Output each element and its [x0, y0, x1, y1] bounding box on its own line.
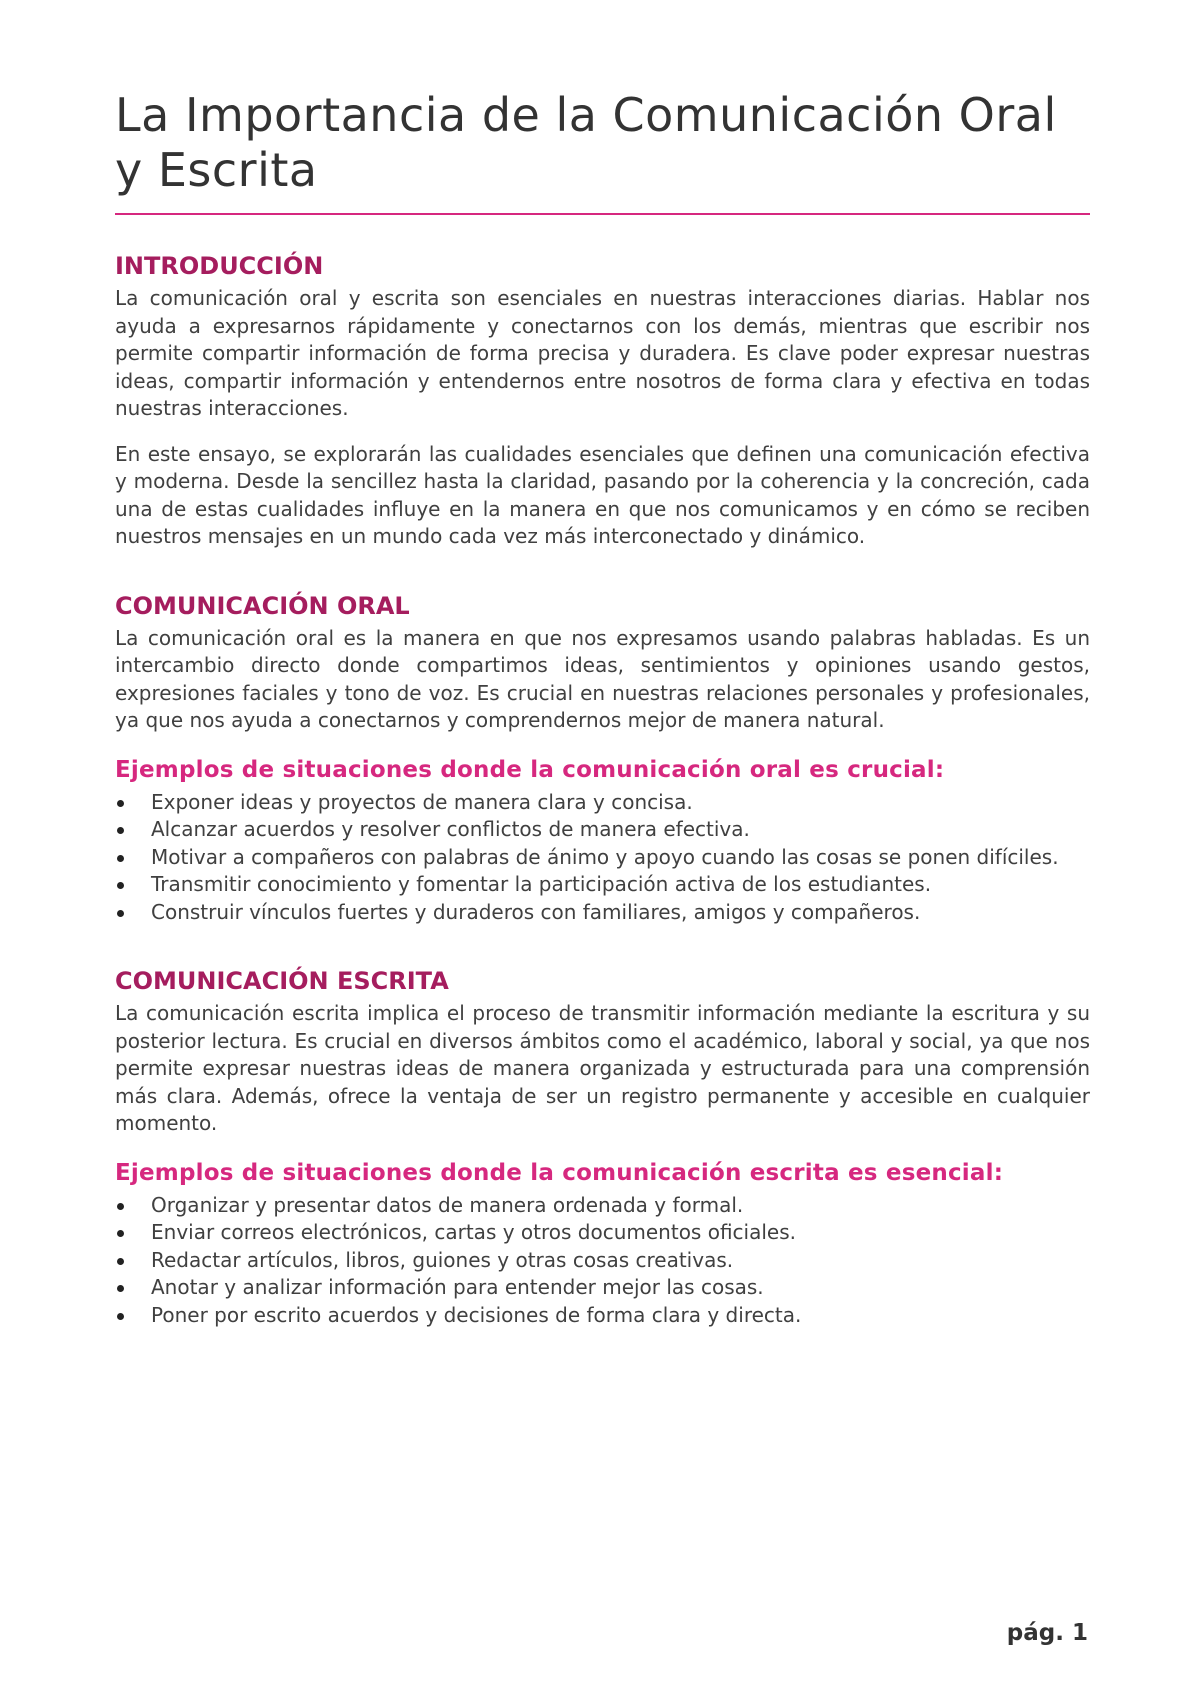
list-item	[115, 1274, 1090, 1302]
list-item	[115, 1192, 1090, 1220]
bullet-icon	[117, 827, 124, 834]
list-item-text: Anotar y analizar información para entender mejor las cosas.	[151, 1275, 764, 1299]
list-item-text: Poner por escrito acuerdos y decisiones de forma clara y directa.	[151, 1302, 802, 1327]
bullet-icon	[117, 800, 124, 807]
section-heading-comunicacion-oral: COMUNICACIÓN ORAL	[115, 591, 410, 620]
list-item-text: Enviar correos electrónicos, cartas y otros documentos oficiales.	[151, 1220, 796, 1244]
list-item	[115, 1302, 1090, 1330]
page-number: pág. 1	[1006, 1620, 1088, 1646]
list-item-text: Transmitir conocimiento y fomentar la participación activa de los estudiantes.	[151, 872, 932, 896]
page-title: La Importancia de la Comunicación Oral y Escrita	[115, 88, 1090, 215]
intro-paragraph-2: En este ensayo, se explorarán las cualidades esenciales que definen una comunicación efectiva y moderna. Desde la sencillez hasta la claridad, pasando por la coherencia y la concreción, cada una de estas cualidades influye en la manera en que nos comunicamos y en cómo se reciben nuestros mensajes en un mundo cada vez más interconectado y dinámico.	[115, 441, 1090, 548]
list-item-text: Alcanzar acuerdos y resolver conflictos de manera efectiva.	[151, 817, 750, 841]
bullet-icon	[117, 910, 124, 917]
bullet-icon	[117, 882, 124, 889]
list-item-text: Organizar y presentar datos de manera ordenada y formal.	[151, 1192, 744, 1217]
list-item	[115, 1247, 1090, 1275]
list-item-text: Redactar artículos, libros, guiones y otras cosas creativas.	[151, 1247, 734, 1272]
bullet-icon	[117, 1258, 124, 1265]
intro-paragraph-1: La comunicación oral y escrita son esenciales en nuestras interacciones diarias. Hablar nos ayuda a expresarnos rápidamente y conectarnos con los demás, mientras que escribir nos permite compartir información de forma precisa y duradera. Es clave poder expresar nuestras ideas, compartir información y entendernos entre nosotros de forma clara y efectiva en todas nuestras interacciones.	[115, 286, 1090, 420]
bullet-icon	[117, 1285, 124, 1292]
list-item	[115, 789, 1090, 817]
written-examples-list	[115, 1192, 1090, 1330]
oral-examples-list	[115, 789, 1090, 927]
list-item	[115, 871, 1090, 899]
section-heading-introduccion: INTRODUCCIÓN	[115, 252, 324, 280]
oral-examples-heading: Ejemplos de situaciones donde la comunicación oral es crucial:	[115, 756, 945, 783]
list-item	[115, 899, 1090, 927]
list-item	[115, 844, 1090, 872]
list-item-text: Motivar a compañeros con palabras de ánimo y apoyo cuando las cosas se ponen difíciles.	[151, 844, 1059, 869]
list-item-text: Construir vínculos fuertes y duraderos con familiares, amigos y compañeros.	[151, 899, 921, 924]
bullet-icon	[117, 1313, 124, 1320]
bullet-icon	[117, 1203, 124, 1210]
list-item	[115, 1219, 1090, 1247]
bullet-icon	[117, 855, 124, 862]
oral-paragraph: La comunicación oral es la manera en que nos expresamos usando palabras habladas. Es un intercambio directo donde compartimos ideas, sentimientos y opiniones usando gestos, expresiones faciales y tono de voz. Es crucial en nuestras relaciones personales y profesionales, ya que nos ayuda a conectarnos y comprendernos mejor de manera natural.	[115, 625, 1090, 732]
list-item	[115, 816, 1090, 844]
written-paragraph: La comunicación escrita implica el proceso de transmitir información mediante la escritura y su posterior lectura. Es crucial en diversos ámbitos como el académico, laboral y social, ya que nos permite expresar nuestras ideas de manera organizada y estructurada para una comprensión más clara. Además, ofrece la ventaja de ser un registro permanente y accesible en cualquier momento.	[115, 1001, 1090, 1135]
document-page	[115, 88, 1090, 1329]
section-heading-comunicacion-escrita: COMUNICACIÓN ESCRITA	[115, 967, 449, 995]
written-examples-heading: Ejemplos de situaciones donde la comunicación escrita es esencial:	[115, 1159, 1004, 1186]
bullet-icon	[117, 1230, 124, 1237]
list-item-text: Exponer ideas y proyectos de manera clara y concisa.	[151, 789, 693, 814]
